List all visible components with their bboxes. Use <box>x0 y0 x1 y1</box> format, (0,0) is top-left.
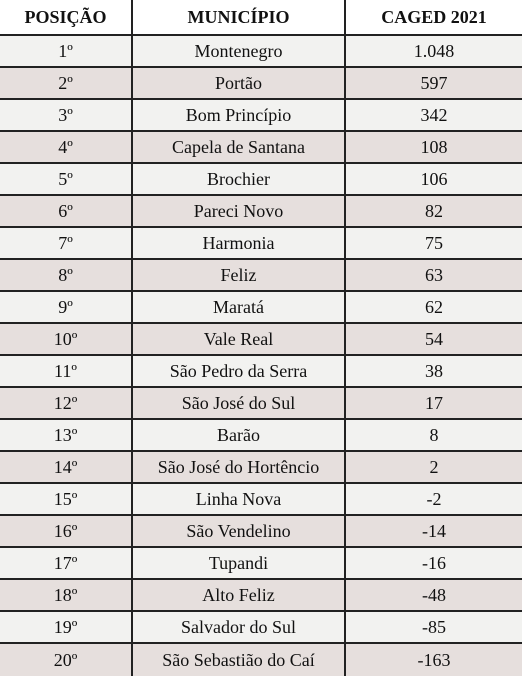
table-row <box>0 227 522 259</box>
header-caged-2021: CAGED 2021 <box>345 0 522 35</box>
cell-caged-value: 2 <box>345 451 522 483</box>
cell-position: 18º <box>0 579 132 611</box>
cell-position: 17º <box>0 547 132 579</box>
cell-municipality: Harmonia <box>132 227 345 259</box>
table-row <box>0 291 522 323</box>
cell-caged-value: 108 <box>345 131 522 163</box>
cell-caged-value: 75 <box>345 227 522 259</box>
cell-caged-value: -14 <box>345 515 522 547</box>
cell-caged-value: -48 <box>345 579 522 611</box>
cell-caged-value: 17 <box>345 387 522 419</box>
cell-position: 8º <box>0 259 132 291</box>
cell-position: 6º <box>0 195 132 227</box>
cell-municipality: Capela de Santana <box>132 131 345 163</box>
cell-caged-value: -16 <box>345 547 522 579</box>
cell-caged-value: 8 <box>345 419 522 451</box>
cell-position: 5º <box>0 163 132 195</box>
cell-municipality: Brochier <box>132 163 345 195</box>
cell-municipality: Alto Feliz <box>132 579 345 611</box>
cell-caged-value: -85 <box>345 611 522 643</box>
cell-position: 7º <box>0 227 132 259</box>
cell-caged-value: 1.048 <box>345 35 522 67</box>
table-row <box>0 195 522 227</box>
cell-position: 9º <box>0 291 132 323</box>
cell-municipality: Vale Real <box>132 323 345 355</box>
table-row <box>0 387 522 419</box>
cell-municipality: São Pedro da Serra <box>132 355 345 387</box>
table-body <box>0 35 522 676</box>
cell-position: 2º <box>0 67 132 99</box>
table-row <box>0 611 522 643</box>
table-row <box>0 323 522 355</box>
cell-position: 14º <box>0 451 132 483</box>
cell-municipality: Bom Princípio <box>132 99 345 131</box>
table-row <box>0 643 522 676</box>
table-row <box>0 259 522 291</box>
cell-municipality: Pareci Novo <box>132 195 345 227</box>
header-position: POSIÇÃO <box>0 0 132 35</box>
table-row <box>0 515 522 547</box>
cell-municipality: Feliz <box>132 259 345 291</box>
cell-position: 3º <box>0 99 132 131</box>
cell-position: 19º <box>0 611 132 643</box>
table-row <box>0 355 522 387</box>
cell-municipality: São Vendelino <box>132 515 345 547</box>
table-row <box>0 163 522 195</box>
cell-municipality: São José do Sul <box>132 387 345 419</box>
cell-position: 13º <box>0 419 132 451</box>
table-row <box>0 67 522 99</box>
cell-municipality: São Sebastião do Caí <box>132 643 345 676</box>
cell-position: 15º <box>0 483 132 515</box>
cell-caged-value: 62 <box>345 291 522 323</box>
table-row <box>0 99 522 131</box>
cell-position: 4º <box>0 131 132 163</box>
cell-caged-value: 54 <box>345 323 522 355</box>
cell-caged-value: 342 <box>345 99 522 131</box>
header-row <box>0 0 522 35</box>
cell-municipality: Linha Nova <box>132 483 345 515</box>
table-row <box>0 483 522 515</box>
table-row <box>0 131 522 163</box>
cell-position: 20º <box>0 643 132 676</box>
cell-caged-value: 106 <box>345 163 522 195</box>
table-row <box>0 547 522 579</box>
cell-position: 10º <box>0 323 132 355</box>
cell-municipality: Barão <box>132 419 345 451</box>
cell-caged-value: 63 <box>345 259 522 291</box>
cell-municipality: Tupandi <box>132 547 345 579</box>
cell-position: 1º <box>0 35 132 67</box>
cell-municipality: São José do Hortêncio <box>132 451 345 483</box>
table-row <box>0 451 522 483</box>
cell-municipality: Salvador do Sul <box>132 611 345 643</box>
cell-municipality: Montenegro <box>132 35 345 67</box>
header-municipality: MUNICÍPIO <box>132 0 345 35</box>
table-row <box>0 579 522 611</box>
cell-position: 11º <box>0 355 132 387</box>
cell-caged-value: 38 <box>345 355 522 387</box>
cell-caged-value: 82 <box>345 195 522 227</box>
cell-position: 12º <box>0 387 132 419</box>
cell-municipality: Maratá <box>132 291 345 323</box>
table-row <box>0 419 522 451</box>
cell-caged-value: -163 <box>345 643 522 676</box>
cell-position: 16º <box>0 515 132 547</box>
table-row <box>0 35 522 67</box>
cell-caged-value: -2 <box>345 483 522 515</box>
cell-municipality: Portão <box>132 67 345 99</box>
cell-caged-value: 597 <box>345 67 522 99</box>
